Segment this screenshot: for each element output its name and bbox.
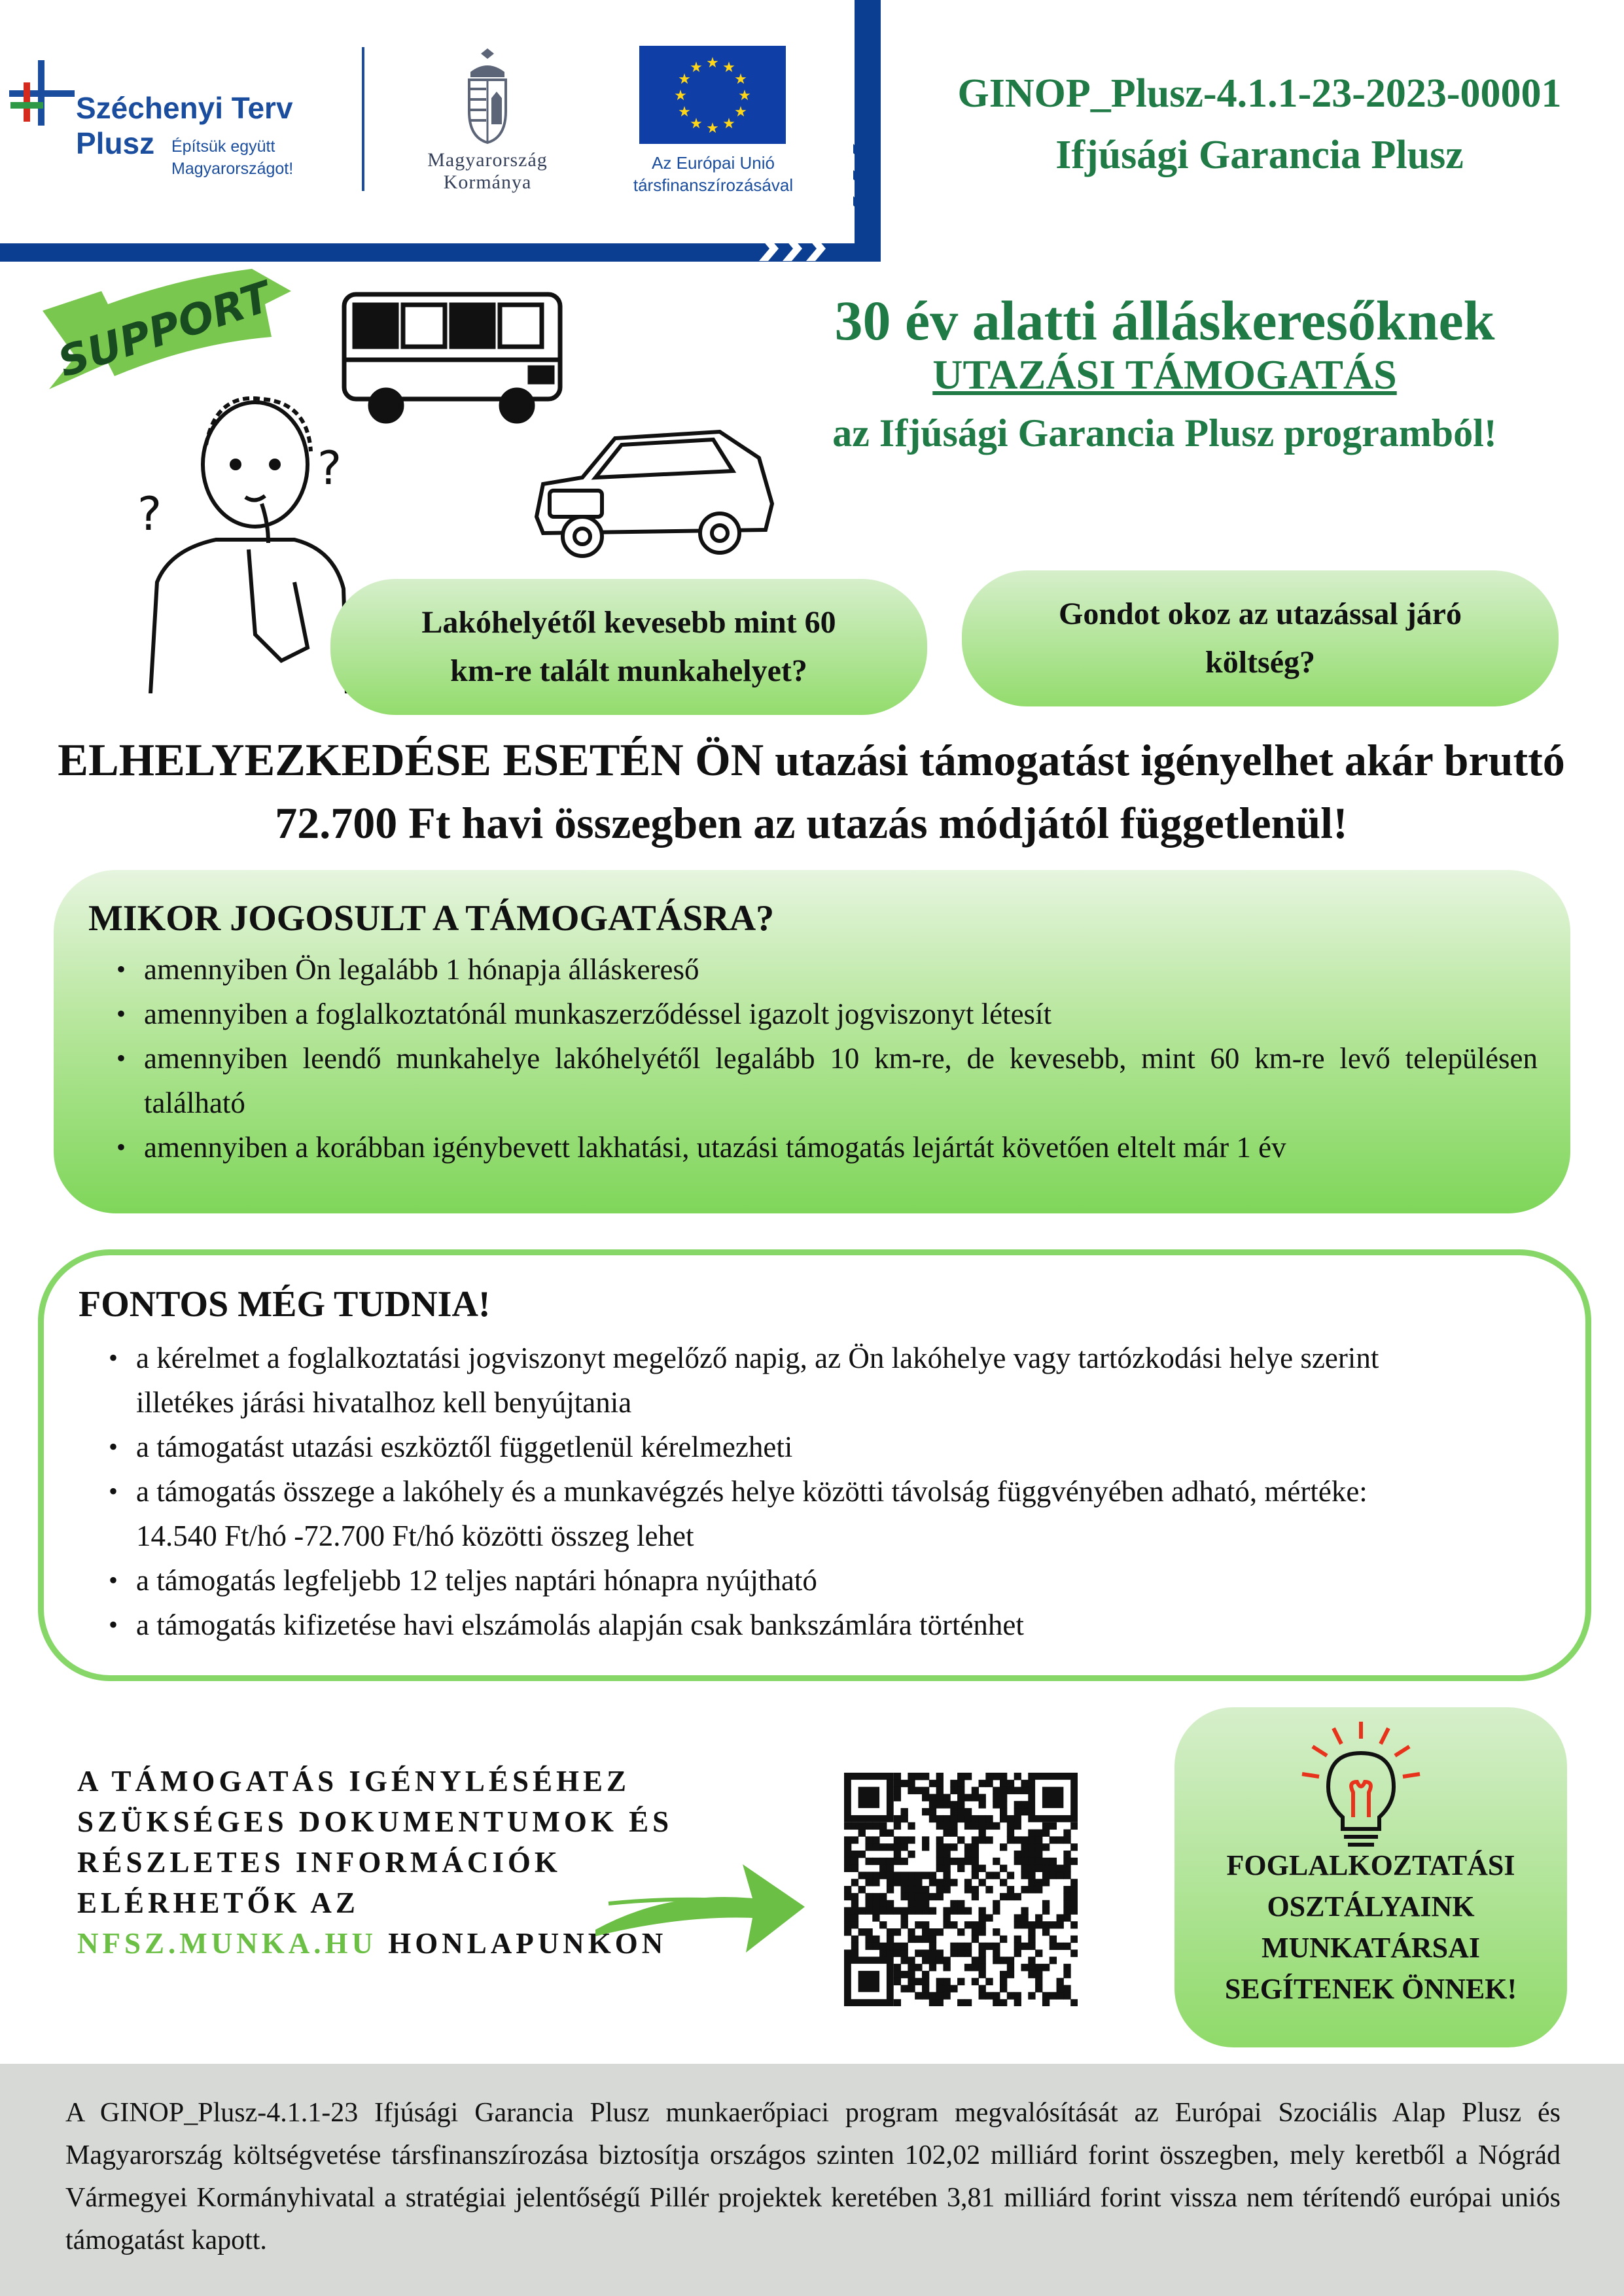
list-item: • a támogatás kifizetése havi elszámolás alapján csak bankszámlára történhet [103, 1603, 1399, 1647]
svg-text:★: ★ [722, 116, 735, 132]
arrow-right-icon [589, 1838, 811, 1972]
statement-lead: ELHELYEZKEDÉSE ESETÉN ÖN [58, 735, 764, 786]
svg-text:★: ★ [706, 120, 719, 137]
help-line: FOGLALKOZTATÁSI [1226, 1849, 1515, 1881]
documents-line: SZÜKSÉGES DOKUMENTUMOK ÉS [77, 1805, 673, 1838]
question-distance-text: Lakóhelyétől kevesebb mint 60 km-re talált munkahelyet? [421, 604, 836, 688]
szechenyi-logo-name: Széchenyi Terv [76, 91, 293, 125]
program-name: Ifjúsági Garancia Plusz [1055, 133, 1464, 177]
chevron-decoration-icon [759, 232, 857, 268]
lightbulb-icon [1296, 1719, 1426, 1853]
headline-audience: 30 év alatti álláskeresőknek [834, 289, 1495, 352]
svg-text:★: ★ [690, 116, 703, 132]
svg-text:★: ★ [674, 88, 687, 104]
car-icon [523, 419, 785, 566]
list-item: • amennyiben leendő munkahelye lakóhelyétől legalább 10 km-re, de kevesebb, mint 60 km-re levő településen található [111, 1036, 1538, 1125]
szechenyi-cross-icon [4, 56, 81, 137]
eligibility-list [111, 947, 1538, 1170]
headline-source: az Ifjúsági Garancia Plusz programból! [832, 411, 1497, 455]
list-item: • a támogatást utazási eszköztől függetlenül kérelmezheti [103, 1425, 1399, 1469]
svg-text:★: ★ [690, 60, 703, 76]
government-logo-line1: Magyarország [427, 149, 548, 171]
szechenyi-logo-plusz: Plusz [76, 126, 155, 160]
chevron-down-icon [851, 144, 883, 245]
statement-rest: utazási támogatást igényelhet akár bruttó 72.700 Ft havi összegben az utazás módjától függetlenül! [275, 735, 1565, 848]
bus-icon [340, 281, 566, 428]
list-item: • amennyiben Ön legalább 1 hónapja álláskereső [111, 947, 1538, 992]
headline-title: UTAZÁSI TÁMOGATÁS [932, 351, 1397, 398]
svg-text:?: ? [137, 487, 162, 541]
list-item: • a támogatás legfeljebb 12 teljes naptári hónapra nyújtható [103, 1558, 1399, 1603]
project-code: GINOP_Plusz-4.1.1-23-2023-00001 [957, 71, 1562, 116]
footer-funding-text: A GINOP_Plusz-4.1.1-23 Ifjúsági Garancia Plusz munkaerőpiaci program megvalósítását az Európai Szociális Alap Plusz és Magyarország költségvetése társfinanszírozása biztosítja országos szinten 102,02 milliárd forint összegben, mely keretből a Nógrád Vármegyei Kormányhivatal a stratégiai jelentőségű Pillér projektek keretében 3,81 milliárd forint vissza nem térítendő európai uniós támogatást kapott. [65, 2098, 1561, 2255]
important-list [103, 1336, 1399, 1647]
important-title: FONTOS MÉG TUDNIA! [79, 1284, 491, 1325]
header-border-bottom [0, 243, 880, 262]
svg-text:★: ★ [738, 88, 751, 104]
eu-logo-line1: Az Európai Unió [652, 153, 775, 173]
logo-divider [362, 47, 364, 191]
nfsz-website-link[interactable]: NFSZ.MUNKA.HU [77, 1927, 377, 1960]
list-item: • a támogatás összege a lakóhely és a munkavégzés helye közötti távolság függvényében adható, mértéke: 14.540 Ft/hó -72.700 Ft/hó közötti összeg lehet [103, 1469, 1399, 1558]
svg-text:?: ? [317, 442, 342, 495]
eu-logo-line2: társfinanszírozásával [633, 175, 794, 195]
government-logo-line2: Kormánya [443, 171, 532, 193]
support-label: SUPPORT [52, 273, 277, 387]
documents-link-suffix: HONLAPUNKON [377, 1927, 667, 1960]
documents-line: RÉSZLETES INFORMÁCIÓK [77, 1846, 561, 1879]
eu-flag-icon [639, 46, 786, 147]
help-line: MUNKATÁRSAI [1261, 1932, 1481, 1964]
list-item: • amennyiben a foglalkoztatónál munkaszerződéssel igazolt jogviszonyt létesít [111, 992, 1538, 1036]
help-line: OSZTÁLYAINK [1267, 1890, 1475, 1922]
main-statement [52, 729, 1570, 854]
documents-line: ELÉRHETŐK AZ [77, 1887, 359, 1919]
szechenyi-slogan-2: Magyarországot! [171, 160, 294, 178]
help-message [1174, 1845, 1567, 2009]
help-line: SEGÍTENEK ÖNNEK! [1224, 1973, 1517, 2005]
question-cost-text: Gondot okoz az utazással járó költség? [1059, 596, 1462, 680]
list-item: • a kérelmet a foglalkoztatási jogviszonyt megelőző napig, az Ön lakóhelye vagy tartózkodási helye szerint illetékes járási hivatalhoz kell benyújtania [103, 1336, 1399, 1425]
list-item: • amennyiben a korábban igénybevett lakhatási, utazási támogatás lejártát követően eltelt már 1 év [111, 1125, 1538, 1170]
qr-code-icon[interactable] [844, 1773, 1078, 2009]
question-pill-distance [330, 579, 927, 715]
szechenyi-slogan-1: Építsük együtt [171, 137, 275, 156]
svg-text:★: ★ [722, 60, 735, 76]
question-pill-cost [962, 570, 1559, 706]
coat-of-arms-icon [461, 46, 514, 147]
eligibility-title: MIKOR JOGOSULT A TÁMOGATÁSRA? [88, 898, 775, 939]
documents-line: A TÁMOGATÁS IGÉNYLÉSÉHEZ [77, 1765, 631, 1798]
svg-text:★: ★ [706, 55, 719, 71]
svg-text:★: ★ [734, 104, 747, 120]
svg-text:★: ★ [678, 71, 691, 88]
svg-text:★: ★ [734, 71, 747, 88]
svg-text:★: ★ [678, 104, 691, 120]
